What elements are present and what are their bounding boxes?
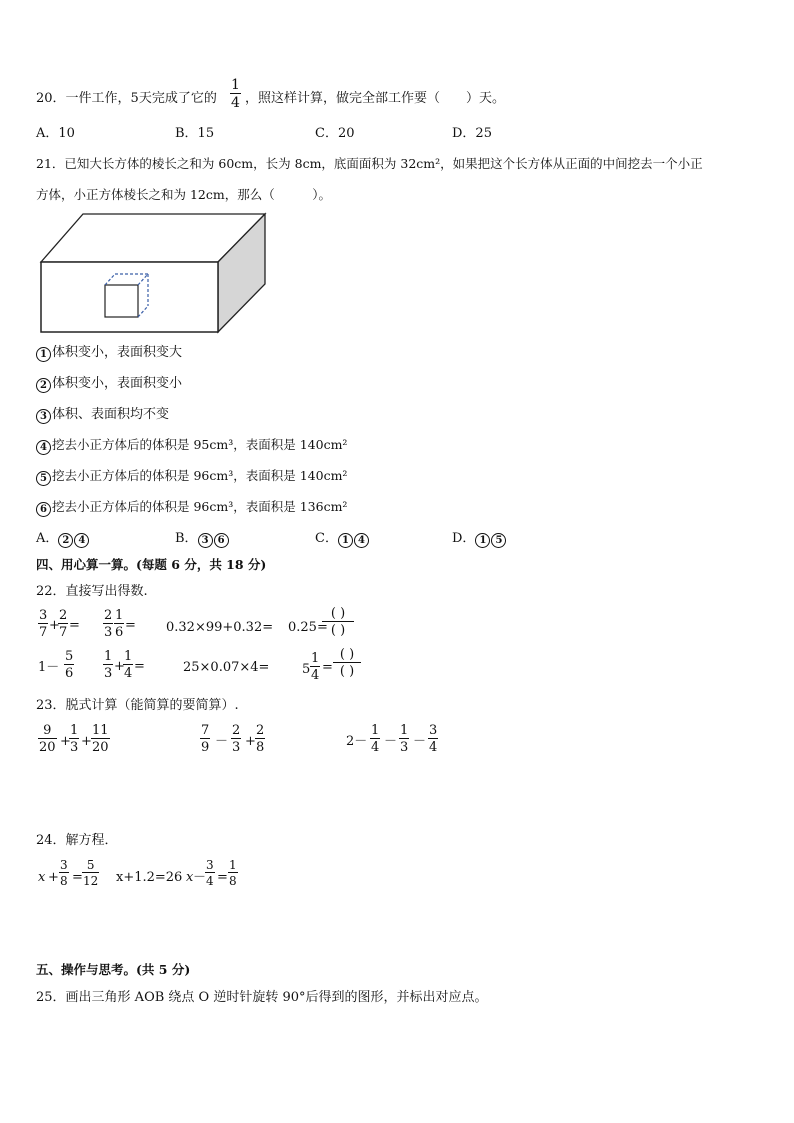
- q23-e2-op1: －: [215, 734, 229, 749]
- q23-e1-op1: +: [60, 734, 71, 749]
- q23-e1-frac1: $\frac{9}{20}$: [39, 723, 56, 755]
- q22-e4-blank: ( ) ( ): [322, 607, 354, 637]
- q20-option-c: C．20: [315, 126, 355, 141]
- q22-e1-frac2: $\frac{2}{7}$: [59, 608, 68, 640]
- q24-e3-eq: =: [217, 870, 228, 885]
- q20-option-d: D．25: [452, 126, 492, 141]
- q22-e4-lhs: 0.25=: [288, 620, 328, 635]
- q23-title: 23．脱式计算（能简算的要简算）.: [36, 698, 239, 713]
- q23-e1-frac3: $\frac{11}{20}$: [92, 723, 109, 755]
- q22-e2-frac2: $\frac{1}{6}$: [115, 608, 124, 640]
- statement-1: 1 体积变小，表面积变大: [36, 346, 182, 362]
- q22-title: 22．直接写出得数.: [36, 584, 148, 599]
- q23-e2-frac3: $\frac{2}{8}$: [256, 723, 265, 755]
- statement-6: 6 挖去小正方体后的体积是 96cm³，表面积是 136cm²: [36, 501, 347, 517]
- q20-fraction: $\frac{1}{4}$: [231, 77, 240, 111]
- q21-option-d: D． 1 5: [452, 532, 507, 548]
- q23-e3-frac2: $\frac{1}{3}$: [400, 723, 409, 755]
- q22-e8-blank: ( ) ( ): [333, 648, 361, 678]
- q24-e3-op: －: [193, 870, 207, 885]
- q23-e2-frac2: $\frac{2}{3}$: [232, 723, 241, 755]
- q21-option-b: B． 3 6: [175, 532, 230, 548]
- statement-2: 2 体积变小，表面积变小: [36, 377, 182, 393]
- statement-4: 4 挖去小正方体后的体积是 95cm³，表面积是 140cm²: [36, 439, 347, 455]
- q23-e3-frac3: $\frac{3}{4}$: [429, 723, 438, 755]
- q24-e1-x: x: [38, 870, 46, 885]
- q24-e1-eq: =: [72, 870, 83, 885]
- q20-option-a: A．10: [36, 126, 75, 141]
- q23-e2-op2: +: [245, 734, 256, 749]
- q20-suffix: ，照这样计算，做完全部工作要（ ）天。: [245, 91, 506, 106]
- statement-3: 3 体积、表面积均不变: [36, 408, 169, 424]
- q22-e8-eq: =: [322, 660, 333, 675]
- q22-e8-whole: 5: [302, 662, 311, 677]
- q20-option-b: B．15: [175, 126, 215, 141]
- q22-e6-frac1: $\frac{1}{3}$: [104, 649, 113, 681]
- q21-option-c: C． 1 4: [315, 532, 370, 548]
- statement-5: 5 挖去小正方体后的体积是 96cm³，表面积是 140cm²: [36, 470, 347, 486]
- q21-line2: 方体，小正方体棱长之和为 12cm，那么（ ）。: [36, 187, 331, 202]
- q22-e1-frac1: $\frac{3}{7}$: [39, 608, 48, 640]
- q22-e5-lhs: 1－: [38, 660, 60, 675]
- q22-e6-eq: =: [134, 659, 145, 674]
- q23-e2-frac1: $\frac{7}{9}$: [201, 723, 210, 755]
- q25-text: 25．画出三角形 AOB 绕点 O 逆时针旋转 90°后得到的图形，并标出对应点。: [36, 990, 488, 1005]
- q22-e2-frac1: $\frac{2}{3}$: [104, 608, 113, 640]
- q23-e3-lead: 2－: [346, 734, 368, 749]
- q24-e1-op: +: [48, 870, 59, 885]
- q22-e2-eq: =: [125, 618, 136, 633]
- q23-e3-op2: －: [413, 734, 427, 749]
- q22-e7: 25×0.07×4=: [183, 660, 270, 675]
- q24-e2: x+1.2=26: [116, 870, 183, 885]
- q22-e8-frac: $\frac{1}{4}$: [311, 651, 320, 683]
- q24-e3-frac1: $\frac{3}{4}$: [206, 858, 214, 888]
- q23-e1-frac2: $\frac{1}{3}$: [70, 723, 79, 755]
- q22-e6-op: +: [114, 659, 125, 674]
- q24-e3-frac2: $\frac{1}{8}$: [229, 858, 237, 888]
- section-5-title: 五、操作与思考。(共 5 分): [36, 962, 191, 977]
- cuboid-figure: [38, 210, 270, 336]
- q22-e1-op: +: [49, 618, 60, 633]
- q21-option-a: A． 2 4: [36, 532, 90, 548]
- q22-e6-frac2: $\frac{1}{4}$: [124, 649, 133, 681]
- q24-e3-x: x: [186, 870, 194, 885]
- q24-title: 24．解方程．: [36, 833, 118, 848]
- q24-e1-frac1: $\frac{3}{8}$: [60, 858, 68, 888]
- q23-e1-op2: +: [81, 734, 92, 749]
- q22-e1-eq: =: [69, 618, 80, 633]
- q24-e1-frac2: $\frac{5}{12}$: [83, 858, 99, 888]
- q22-e3: 0.32×99+0.32=: [166, 620, 274, 635]
- q22-e5-frac: $\frac{5}{6}$: [65, 649, 74, 681]
- q23-e3-op1: －: [384, 734, 398, 749]
- q20-prefix: 20．一件工作，5天完成了它的: [36, 91, 217, 106]
- section-4-title: 四、用心算一算。(每题 6 分，共 18 分): [36, 557, 267, 572]
- q21-line1: 21．已知大长方体的棱长之和为 60cm，长为 8cm，底面面积为 32cm²，如果把这个长方体从正面的中间挖去一个小正: [36, 156, 703, 171]
- q23-e3-frac1: $\frac{1}{4}$: [371, 723, 380, 755]
